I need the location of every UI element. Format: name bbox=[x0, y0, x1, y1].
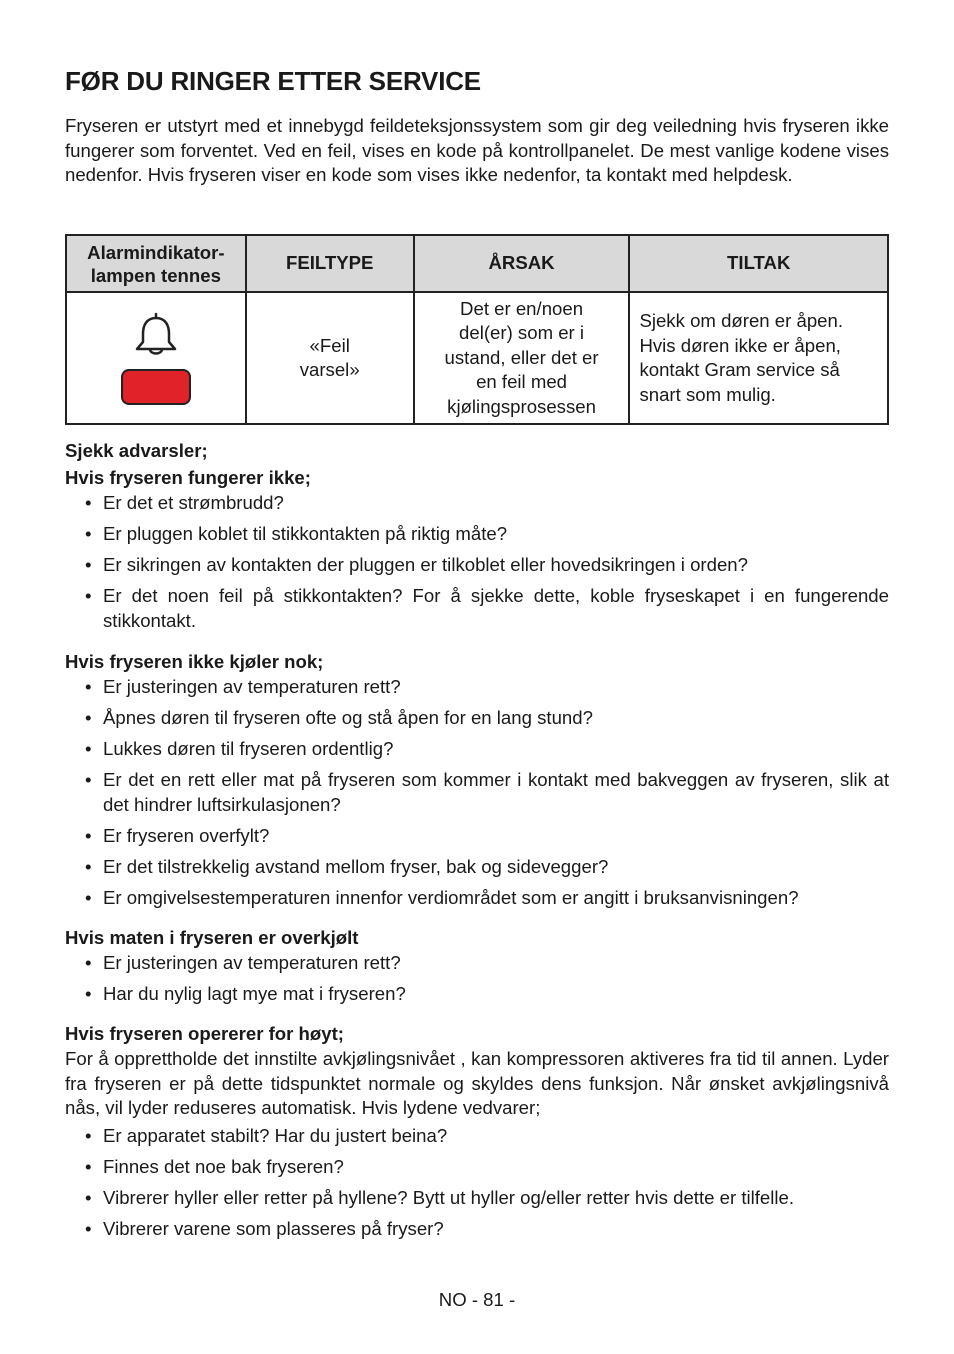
red-alarm-indicator bbox=[121, 369, 191, 405]
table-header-row bbox=[66, 235, 888, 292]
header-arsak: ÅRSAK bbox=[414, 235, 630, 292]
list-item: • Er sikringen av kontakten der pluggen er tilkoblet eller hovedsikringen i orden? bbox=[65, 553, 889, 578]
overcooled-heading: Hvis maten i fryseren er overkjølt bbox=[65, 927, 359, 948]
list-item: • Er omgivelsestemperaturen innenfor verdiområdet som er angitt i bruksanvisningen? bbox=[65, 886, 889, 911]
page-title: FØR DU RINGER ETTER SERVICE bbox=[65, 66, 481, 96]
cell-arsak: Det er en/noen del(er) som er i ustand, eller det er en feil med kjølingsprosessen bbox=[414, 292, 630, 424]
section-loud bbox=[65, 1020, 889, 1248]
list-item: • Åpnes døren til fryseren ofte og stå åpen for en lang stund? bbox=[65, 706, 889, 731]
list-item: • Er apparatet stabilt? Har du justert beina? bbox=[65, 1124, 889, 1149]
header-feiltype: FEILTYPE bbox=[246, 235, 414, 292]
intro-paragraph: Fryseren er utstyrt med et innebygd feildeteksjonssystem som gir deg veiledning hvis fryseren ikke fungerer som forventet. Ved en feil, vises en kode på kontrollpanelet. De mest vanlige kodene vises nedenfor. Hvis fryseren viser en kode som vises ikke nedenfor, ta kontakt med helpdesk. bbox=[65, 115, 889, 185]
list-item: • Lukkes døren til fryseren ordentlig? bbox=[65, 737, 889, 762]
list-item: • Er det tilstrekkelig avstand mellom fryser, bak og sidevegger? bbox=[65, 855, 889, 880]
list-item: • Er det en rett eller mat på fryseren som kommer i kontakt med bakveggen av fryseren, slik at det hindrer luftsirkulasjonen? bbox=[65, 768, 889, 817]
cell-feiltype: «Feil varsel» bbox=[246, 292, 414, 424]
section-overcooled bbox=[65, 924, 889, 1013]
list-item: • Er det noen feil på stikkontakten? For å sjekke dette, koble fryseskapet i en fungerende stikkontakt. bbox=[65, 584, 889, 633]
overcooled-list bbox=[65, 951, 889, 1007]
not-cooling-heading: Hvis fryseren ikke kjøler nok; bbox=[65, 651, 324, 672]
header-tiltak: TILTAK bbox=[629, 235, 888, 292]
section-not-working bbox=[65, 437, 889, 640]
not-working-heading: Hvis fryseren fungerer ikke; bbox=[65, 467, 311, 488]
page-number: NO - 81 - bbox=[438, 1289, 516, 1310]
list-item: • Er det et strømbrudd? bbox=[65, 491, 889, 516]
bell-icon bbox=[133, 311, 179, 359]
list-item: • Finnes det noe bak fryseren? bbox=[65, 1155, 889, 1180]
list-item: • Er justeringen av temperaturen rett? bbox=[65, 951, 889, 976]
loud-paragraph: For å opprettholde det innstilte avkjølingsnivået , kan kompressoren aktiveres fra tid til annen. Lyder fra fryseren er på dette tidspunktet normale og skyldes dens funksjon. Når ønsket avkjølingsnivå nås, vil lyder reduseres automatisk. Hvis lydene vedvarer; bbox=[65, 1048, 889, 1118]
not-working-list bbox=[65, 491, 889, 633]
section-not-cooling bbox=[65, 648, 889, 917]
table-row bbox=[66, 292, 888, 424]
loud-list bbox=[65, 1124, 889, 1242]
list-item: • Er justeringen av temperaturen rett? bbox=[65, 675, 889, 700]
header-alarm: Alarmindikator-lampen tennes bbox=[66, 235, 246, 292]
warnings-heading: Sjekk advarsler; bbox=[65, 440, 208, 461]
cell-tiltak: Sjekk om døren er åpen. Hvis døren ikke er åpen, kontakt Gram service så snart som mulig. bbox=[629, 292, 888, 424]
alarm-cell bbox=[66, 292, 246, 424]
list-item: • Vibrerer varene som plasseres på fryser? bbox=[65, 1217, 889, 1242]
list-item: • Er fryseren overfylt? bbox=[65, 824, 889, 849]
list-item: • Vibrerer hyller eller retter på hyllene? Bytt ut hyller og/eller retter hvis dette er tilfelle. bbox=[65, 1186, 889, 1211]
fault-table bbox=[65, 234, 889, 425]
list-item: • Har du nylig lagt mye mat i fryseren? bbox=[65, 982, 889, 1007]
not-cooling-list bbox=[65, 675, 889, 910]
loud-heading: Hvis fryseren opererer for høyt; bbox=[65, 1023, 344, 1044]
list-item: • Er pluggen koblet til stikkontakten på riktig måte? bbox=[65, 522, 889, 547]
